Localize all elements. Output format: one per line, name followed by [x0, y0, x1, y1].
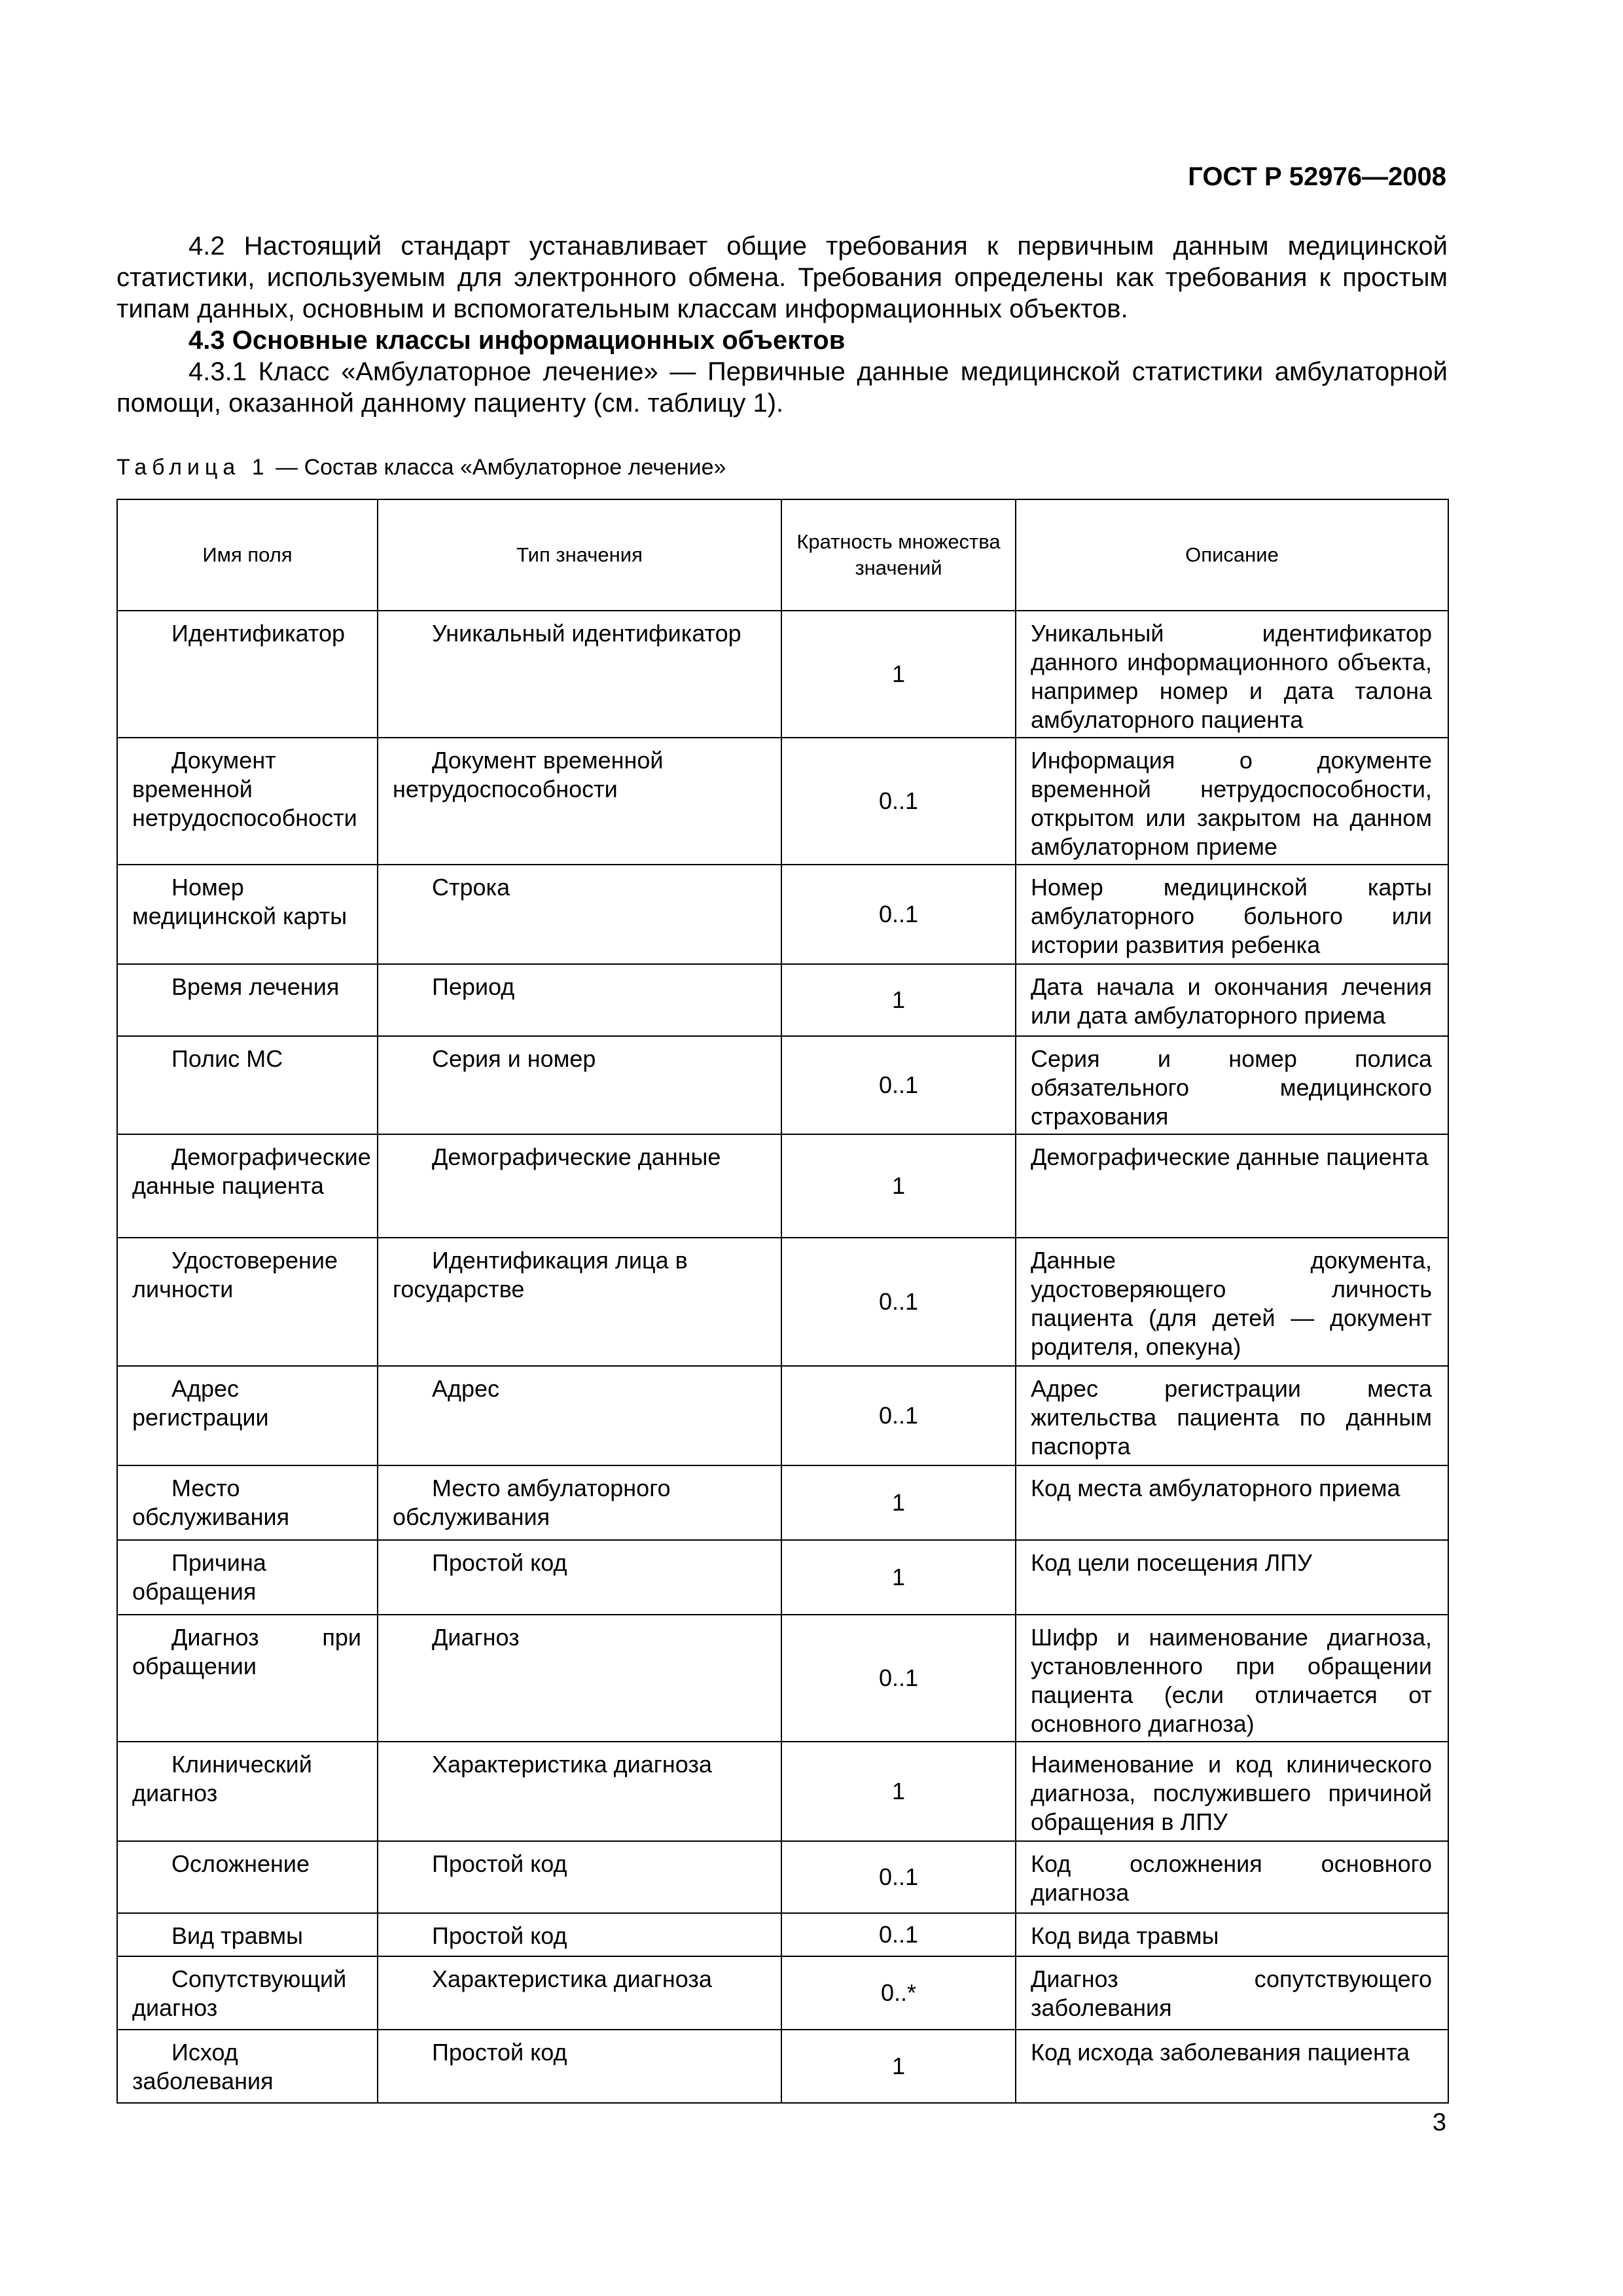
- cell-field: Документ временной нетрудоспособности: [117, 738, 378, 865]
- cell-type: Место амбулаторного обслуживания: [378, 1465, 781, 1540]
- cell-field: Удостоверение личности: [117, 1238, 378, 1366]
- cell-type: Серия и номер: [378, 1036, 781, 1134]
- col-header-type: Тип значения: [378, 499, 781, 611]
- col-header-multiplicity: Кратность множества значений: [781, 499, 1016, 611]
- cell-multiplicity: 0..1: [781, 1366, 1016, 1465]
- col-header-description: Описание: [1016, 499, 1448, 611]
- cell-type: Строка: [378, 865, 781, 964]
- cell-field: Сопутствующий диагноз: [117, 1956, 378, 2030]
- cell-type: Период: [378, 964, 781, 1036]
- cell-description: Код исхода заболевания пациента: [1016, 2030, 1448, 2103]
- cell-description: Код цели посещения ЛПУ: [1016, 1540, 1448, 1615]
- cell-multiplicity: 0..1: [781, 1615, 1016, 1742]
- class-composition-table: [116, 499, 1449, 2104]
- cell-multiplicity: 1: [781, 964, 1016, 1036]
- table-row: [117, 1134, 1448, 1238]
- cell-field: Полис МС: [117, 1036, 378, 1134]
- cell-type: Адрес: [378, 1366, 781, 1465]
- cell-field: Осложнение: [117, 1841, 378, 1913]
- table-header-row: [117, 499, 1448, 611]
- cell-multiplicity: 0..1: [781, 738, 1016, 865]
- cell-field: Диагноз при обращении: [117, 1615, 378, 1742]
- cell-type: Диагноз: [378, 1615, 781, 1742]
- cell-type: Характеристика диагноза: [378, 1956, 781, 2030]
- cell-type: Простой код: [378, 1841, 781, 1913]
- cell-description: Данные документа, удостоверяющего личность пациента (для детей — документ родителя, опекуна): [1016, 1238, 1448, 1366]
- table-row: [117, 964, 1448, 1036]
- cell-field: Демографические данные пациента: [117, 1134, 378, 1238]
- table-caption: [116, 455, 726, 480]
- cell-field: Идентификатор: [117, 611, 378, 738]
- cell-type: Документ временной нетрудоспособности: [378, 738, 781, 865]
- cell-field: Клинический диагноз: [117, 1742, 378, 1841]
- body-text: [116, 230, 1448, 419]
- cell-multiplicity: 1: [781, 2030, 1016, 2103]
- cell-description: Демографические данные пациента: [1016, 1134, 1448, 1238]
- table-row: [117, 738, 1448, 865]
- cell-description: Адрес регистрации места жительства пациента по данным паспорта: [1016, 1366, 1448, 1465]
- cell-type: Уникальный идентификатор: [378, 611, 781, 738]
- cell-field: Время лечения: [117, 964, 378, 1036]
- cell-field: Исход заболевания: [117, 2030, 378, 2103]
- table-row: [117, 611, 1448, 738]
- cell-field: Причина обращения: [117, 1540, 378, 1615]
- table-row: [117, 1036, 1448, 1134]
- cell-multiplicity: 0..1: [781, 1238, 1016, 1366]
- table-row: [117, 1540, 1448, 1615]
- cell-description: Серия и номер полиса обязательного медицинского страхования: [1016, 1036, 1448, 1134]
- cell-multiplicity: 1: [781, 1540, 1016, 1615]
- cell-description: Код осложнения основного диагноза: [1016, 1841, 1448, 1913]
- cell-description: Шифр и наименование диагноза, установленного при обращении пациента (если отличается от основного диагноза): [1016, 1615, 1448, 1742]
- table-row: [117, 1956, 1448, 2030]
- cell-multiplicity: 0..1: [781, 1036, 1016, 1134]
- cell-field: Номер медицинской карты: [117, 865, 378, 964]
- table-row: [117, 1742, 1448, 1841]
- cell-multiplicity: 0..*: [781, 1956, 1016, 2030]
- cell-description: Наименование и код клинического диагноза, послужившего причиной обращения в ЛПУ: [1016, 1742, 1448, 1841]
- cell-description: Код вида травмы: [1016, 1913, 1448, 1956]
- cell-description: Дата начала и окончания лечения или дата амбулаторного приема: [1016, 964, 1448, 1036]
- cell-type: Идентификация лица в государстве: [378, 1238, 781, 1366]
- cell-description: Код места амбулаторного приема: [1016, 1465, 1448, 1540]
- section-heading-4-3: 4.3 Основные классы информационных объектов: [188, 326, 846, 355]
- col-header-field: Имя поля: [117, 499, 378, 611]
- cell-multiplicity: 1: [781, 1742, 1016, 1841]
- table-row: [117, 2030, 1448, 2103]
- cell-multiplicity: 0..1: [781, 1913, 1016, 1956]
- paragraph-4-2: 4.2 Настоящий стандарт устанавливает общие требования к первичным данным медицинской статистики, используемым для электронного обмена. Требования определены как требования к простым типам данных, основным и вспомогательным классам информационных объектов.: [116, 232, 1448, 323]
- cell-field: Адрес регистрации: [117, 1366, 378, 1465]
- cell-description: Номер медицинской карты амбулаторного больного или истории развития ребенка: [1016, 865, 1448, 964]
- table-caption-label: Таблица 1: [116, 455, 270, 480]
- cell-type: Характеристика диагноза: [378, 1742, 781, 1841]
- cell-description: Диагноз сопутствующего заболевания: [1016, 1956, 1448, 2030]
- cell-field: Вид травмы: [117, 1913, 378, 1956]
- table-row: [117, 1465, 1448, 1540]
- table-caption-title: — Состав класса «Амбулаторное лечение»: [269, 455, 726, 480]
- table-row: [117, 865, 1448, 964]
- table-row: [117, 1615, 1448, 1742]
- cell-multiplicity: 0..1: [781, 865, 1016, 964]
- cell-type: Простой код: [378, 1540, 781, 1615]
- cell-type: Простой код: [378, 1913, 781, 1956]
- cell-multiplicity: 0..1: [781, 1841, 1016, 1913]
- cell-type: Демографические данные: [378, 1134, 781, 1238]
- table-row: [117, 1913, 1448, 1956]
- table-row: [117, 1366, 1448, 1465]
- cell-description: Информация о документе временной нетрудоспособности, открытом или закрытом на данном амбулаторном приеме: [1016, 738, 1448, 865]
- cell-multiplicity: 1: [781, 1134, 1016, 1238]
- cell-description: Уникальный идентификатор данного информационного объекта, например номер и дата талона амбулаторного пациента: [1016, 611, 1448, 738]
- cell-multiplicity: 1: [781, 1465, 1016, 1540]
- table-row: [117, 1841, 1448, 1913]
- paragraph-4-3-1: 4.3.1 Класс «Амбулаторное лечение» — Первичные данные медицинской статистики амбулаторной помощи, оказанной данному пациенту (см. таблицу 1).: [116, 357, 1448, 418]
- table-row: [117, 1238, 1448, 1366]
- document-code: ГОСТ Р 52976—2008: [1188, 162, 1446, 191]
- cell-type: Простой код: [378, 2030, 781, 2103]
- cell-multiplicity: 1: [781, 611, 1016, 738]
- cell-field: Место обслуживания: [117, 1465, 378, 1540]
- page-number: 3: [1432, 2109, 1446, 2136]
